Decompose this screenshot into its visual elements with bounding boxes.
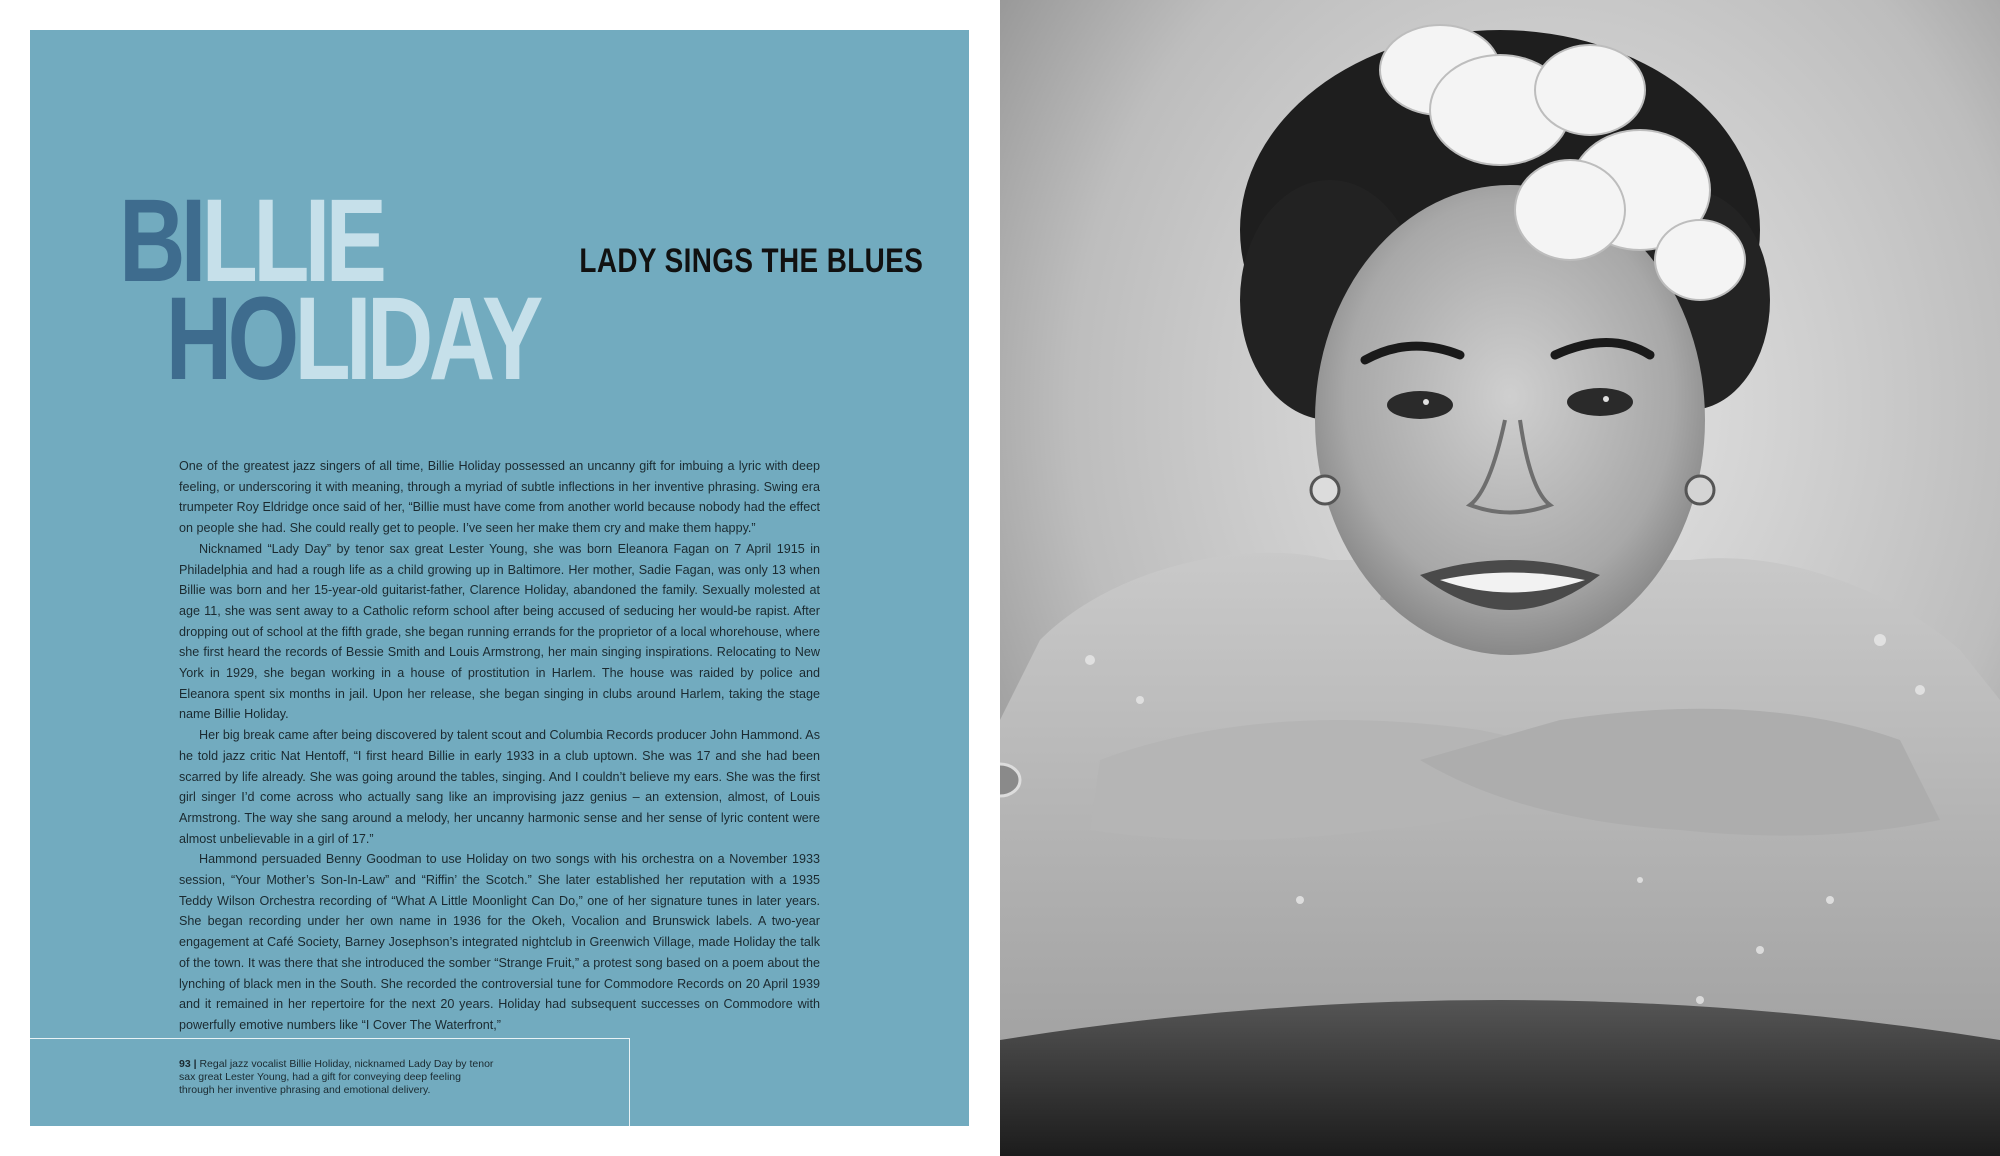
title-last-light: LIDAY: [294, 273, 539, 405]
paragraph: Her big break came after being discovered by talent scout and Columbia Records producer John Hammond. As he told jazz critic Nat Hentoff, “I first heard Billie in early 1933 in a club uptown. She was 17 and she had been scarred by life already. She was going around the tables, singing. And I couldn’t believe my ears. She was the first girl singer I’d come across who actually sang like an improvising jazz genius – an extension, almost, of Louis Armstrong. The way she sang around a melody, her uncanny harmonic sense and her sense of lyric content were almost unbelievable in a girl of 17.”: [179, 728, 820, 846]
title-line-last: [119, 273, 539, 405]
paragraph: Hammond persuaded Benny Goodman to use Holiday on two songs with his orchestra on a November 1933 session, “Your Mother’s Son-In-Law” and “Riffin’ the Scotch.” She later established her reputation with a 1935 Teddy Wilson Orchestra recording of “What A Little Moonlight Can Do,” one of her signature tunes in later years. She began recording under her own name in 1936 for the Okeh, Vocalion and Brunswick labels. A two-year engagement at Café Society, Barney Josephson’s integrated nightclub in Greenwich Village, made Holiday the talk of the town. It was there that she introduced the somber “Strange Fruit,” a protest song based on a poem about the lynching of black men in the South. She recorded the controversial tune for Commodore Records on 20 April 1939 and it remained in her repertoire for the next 20 years. Holiday had subsequent successes on Commodore with powerfully emotive numbers like “I Cover The Waterfront,”: [179, 852, 820, 1032]
title-first-light: LLIE: [201, 175, 383, 307]
title-first-dark: BI: [119, 175, 202, 307]
photo-caption: [179, 1058, 499, 1097]
subtitle: LADY SINGS THE BLUES: [579, 242, 924, 280]
body-text: [179, 456, 820, 1036]
caption-number: 93 |: [179, 1058, 197, 1070]
paragraph: Nicknamed “Lady Day” by tenor sax great Lester Young, she was born Eleanora Fagan on 7 April 1915 in Philadelphia and had a rough life as a child growing up in Baltimore. Her mother, Sadie Fagan, was only 13 when Billie was born and her 15-year-old guitarist-father, Clarence Holiday, abandoned the family. Sexually molested at age 11, she was sent away to a Catholic reform school after being accused of seducing her would-be rapist. After dropping out of school at the fifth grade, she began running errands for the proprietor of a local whorehouse, where she first heard the records of Bessie Smith and Louis Armstrong, her main singing inspirations. Relocating to New York in 1929, she began working in a house of prostitution in Harlem. The house was raided by police and Eleanora spent six months in jail. Upon her release, she began singing in clubs around Harlem, taking the stage name Billie Holiday.: [179, 541, 820, 722]
text-page-panel: [30, 30, 969, 1126]
page-title: [119, 175, 539, 405]
paragraph: One of the greatest jazz singers of all time, Billie Holiday possessed an uncanny gift for imbuing a lyric with deep feeling, or underscoring it with meaning, through a myriad of subtle inflections in her inventive phrasing. Swing era trumpeter Roy Eldridge once said of her, “Billie must have come from another world because nobody had the effect on people she had. She could really get to people. I’ve seen her make them cry and make them happy.”: [179, 459, 820, 536]
caption-text: Regal jazz vocalist Billie Holiday, nicknamed Lady Day by tenor sax great Lester Young, had a gift for conveying deep feeling through her inventive phrasing and emotional delivery.: [179, 1058, 494, 1096]
title-last-dark: HO: [165, 273, 295, 405]
portrait-photo: [1000, 0, 2000, 1156]
